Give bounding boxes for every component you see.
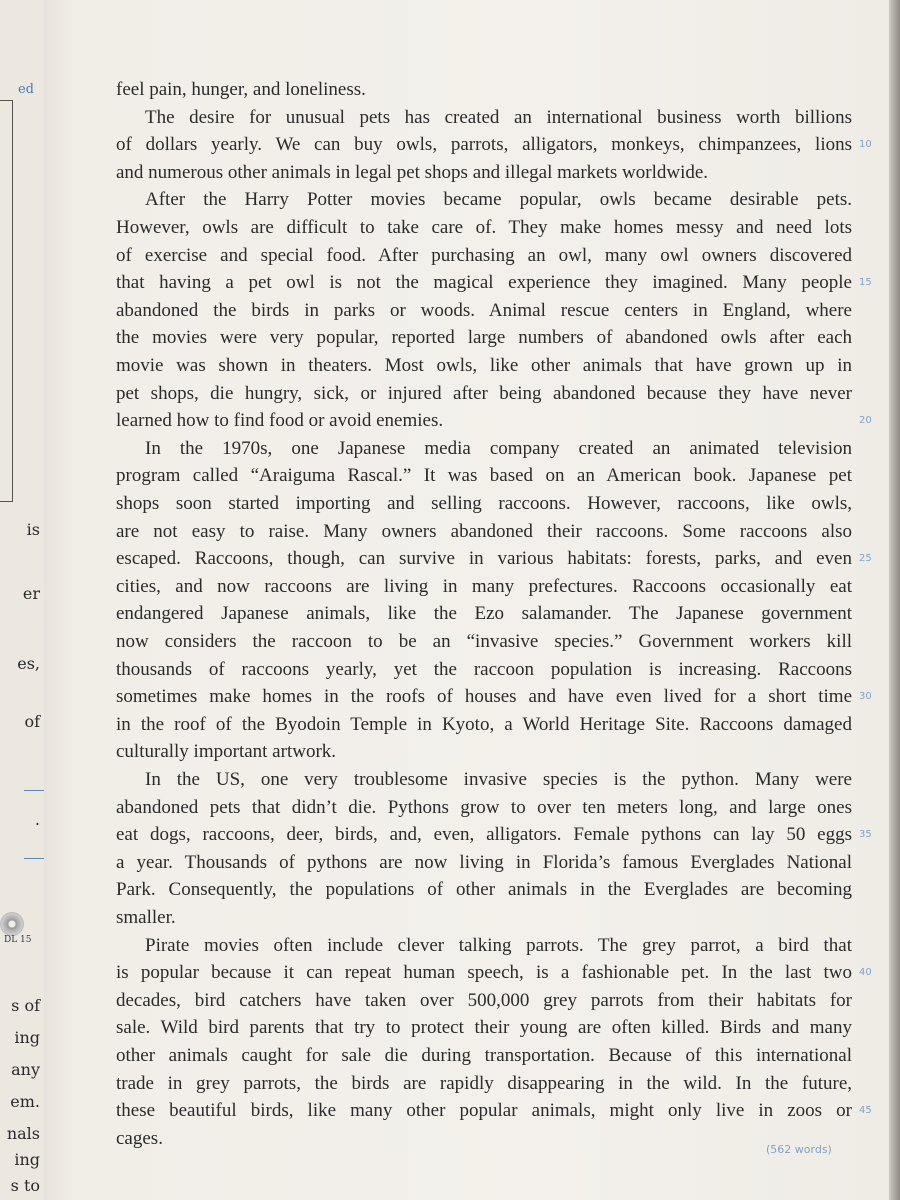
- left-divider: [24, 790, 44, 791]
- text-line: trade in grey parrots, the birds are rapidly disappearing in the wild. In the future,: [116, 1073, 852, 1094]
- text-line: Park. Consequently, the populations of other animals in the Everglades are becoming: [116, 879, 852, 900]
- line-number: 35: [859, 829, 872, 840]
- text-line: that having a pet owl is not the magical experience they imagined. Many people: [116, 272, 852, 293]
- text-line: cities, and now raccoons are living in many prefectures. Raccoons occasionally eat: [116, 576, 852, 597]
- left-figure-box: [0, 100, 13, 502]
- line-number: 30: [859, 691, 872, 702]
- text-line: endangered Japanese animals, like the Ezo salamander. The Japanese government: [116, 603, 852, 624]
- text-line: is popular because it can repeat human speech, is a fashionable pet. In the last two: [116, 962, 852, 983]
- text-line: cages.: [116, 1128, 163, 1149]
- text-line: In the 1970s, one Japanese media company created an animated television: [145, 438, 852, 459]
- text-line: in the roof of the Byodoin Temple in Kyoto, a World Heritage Site. Raccoons damaged: [116, 714, 852, 735]
- text-line: are not easy to raise. Many owners abandoned their raccoons. Some raccoons also: [116, 521, 852, 542]
- text-line: of exercise and special food. After purchasing an owl, many owl owners discovered: [116, 245, 852, 266]
- text-line: learned how to find food or avoid enemies.: [116, 410, 444, 431]
- line-number: 20: [859, 415, 872, 426]
- text-line: sometimes make homes in the roofs of houses and have even lived for a short time: [116, 686, 852, 707]
- text-line: other animals caught for sale die during transportation. Because of this international: [116, 1045, 852, 1066]
- text-line: In the US, one very troublesome invasive species is the python. Many were: [145, 769, 852, 790]
- book-page: [44, 0, 889, 1200]
- left-text-fragment: em.: [10, 1092, 40, 1111]
- audio-cd-icon: [0, 912, 24, 936]
- page-edge-shadow: [889, 0, 900, 1200]
- left-text-fragment: s of: [11, 996, 40, 1015]
- left-text-fragment: s to: [10, 1176, 40, 1195]
- previous-page-edge: [0, 0, 45, 1200]
- word-count: (562 words): [766, 1143, 832, 1156]
- cd-track-label: DL 15: [4, 935, 32, 945]
- text-line: now considers the raccoon to be an “invasive species.” Government workers kill: [116, 631, 852, 652]
- left-text-fragment: .: [34, 810, 40, 829]
- left-text-fragment: ing: [14, 1150, 40, 1169]
- left-text-fragment: er: [22, 584, 40, 603]
- left-text-fragment: of: [24, 712, 40, 731]
- text-line: abandoned pets that didn’t die. Pythons grow to over ten meters long, and large ones: [116, 797, 852, 818]
- text-line: abandoned the birds in parks or woods. Animal rescue centers in England, where: [116, 300, 852, 321]
- line-number: 40: [859, 967, 872, 978]
- text-line: decades, bird catchers have taken over 500,000 grey parrots from their habitats for: [116, 990, 852, 1011]
- left-text-fragment: ing: [14, 1028, 40, 1047]
- text-line: thousands of raccoons yearly, yet the raccoon population is increasing. Raccoons: [116, 659, 852, 680]
- text-line: eat dogs, raccoons, deer, birds, and, even, alligators. Female pythons can lay 50 eggs: [116, 824, 852, 845]
- left-text-fragment: is: [26, 520, 40, 539]
- text-line: escaped. Raccoons, though, can survive in various habitats: forests, parks, and even: [116, 548, 852, 569]
- text-line: Pirate movies often include clever talking parrots. The grey parrot, a bird that: [145, 935, 852, 956]
- text-line: of dollars yearly. We can buy owls, parrots, alligators, monkeys, chimpanzees, lions: [116, 134, 852, 155]
- text-line: feel pain, hunger, and loneliness.: [116, 79, 366, 100]
- text-line: culturally important artwork.: [116, 741, 337, 762]
- text-line: smaller.: [116, 907, 176, 928]
- text-line: After the Harry Potter movies became popular, owls became desirable pets.: [145, 189, 852, 210]
- left-text-fragment: es,: [17, 654, 40, 673]
- text-line: these beautiful birds, like many other popular animals, might only live in zoos or: [116, 1100, 852, 1121]
- line-number: 15: [859, 277, 872, 288]
- text-line: and numerous other animals in legal pet shops and illegal markets worldwide.: [116, 162, 709, 183]
- text-line: program called “Araiguma Rascal.” It was based on an American book. Japanese pet: [116, 465, 852, 486]
- line-number: 25: [859, 553, 872, 564]
- left-text-fragment: nals: [6, 1124, 40, 1143]
- text-line: movie was shown in theaters. Most owls, like other animals that have grown up in: [116, 355, 852, 376]
- text-line: pet shops, die hungry, sick, or injured after being abandoned because they have never: [116, 383, 852, 404]
- left-divider: [24, 858, 44, 859]
- text-line: However, owls are difficult to take care of. They make homes messy and need lots: [116, 217, 852, 238]
- left-text-fragment: any: [11, 1060, 40, 1079]
- text-line: the movies were very popular, reported large numbers of abandoned owls after each: [116, 327, 852, 348]
- line-number: 45: [859, 1105, 872, 1116]
- text-line: sale. Wild bird parents that try to protect their young are often killed. Birds and many: [116, 1017, 852, 1038]
- text-line: a year. Thousands of pythons are now living in Florida’s famous Everglades National: [116, 852, 852, 873]
- line-number: 10: [859, 139, 872, 150]
- left-header-fragment: ed: [17, 82, 34, 97]
- text-line: The desire for unusual pets has created an international business worth billions: [145, 107, 852, 128]
- text-line: shops soon started importing and selling raccoons. However, raccoons, like owls,: [116, 493, 852, 514]
